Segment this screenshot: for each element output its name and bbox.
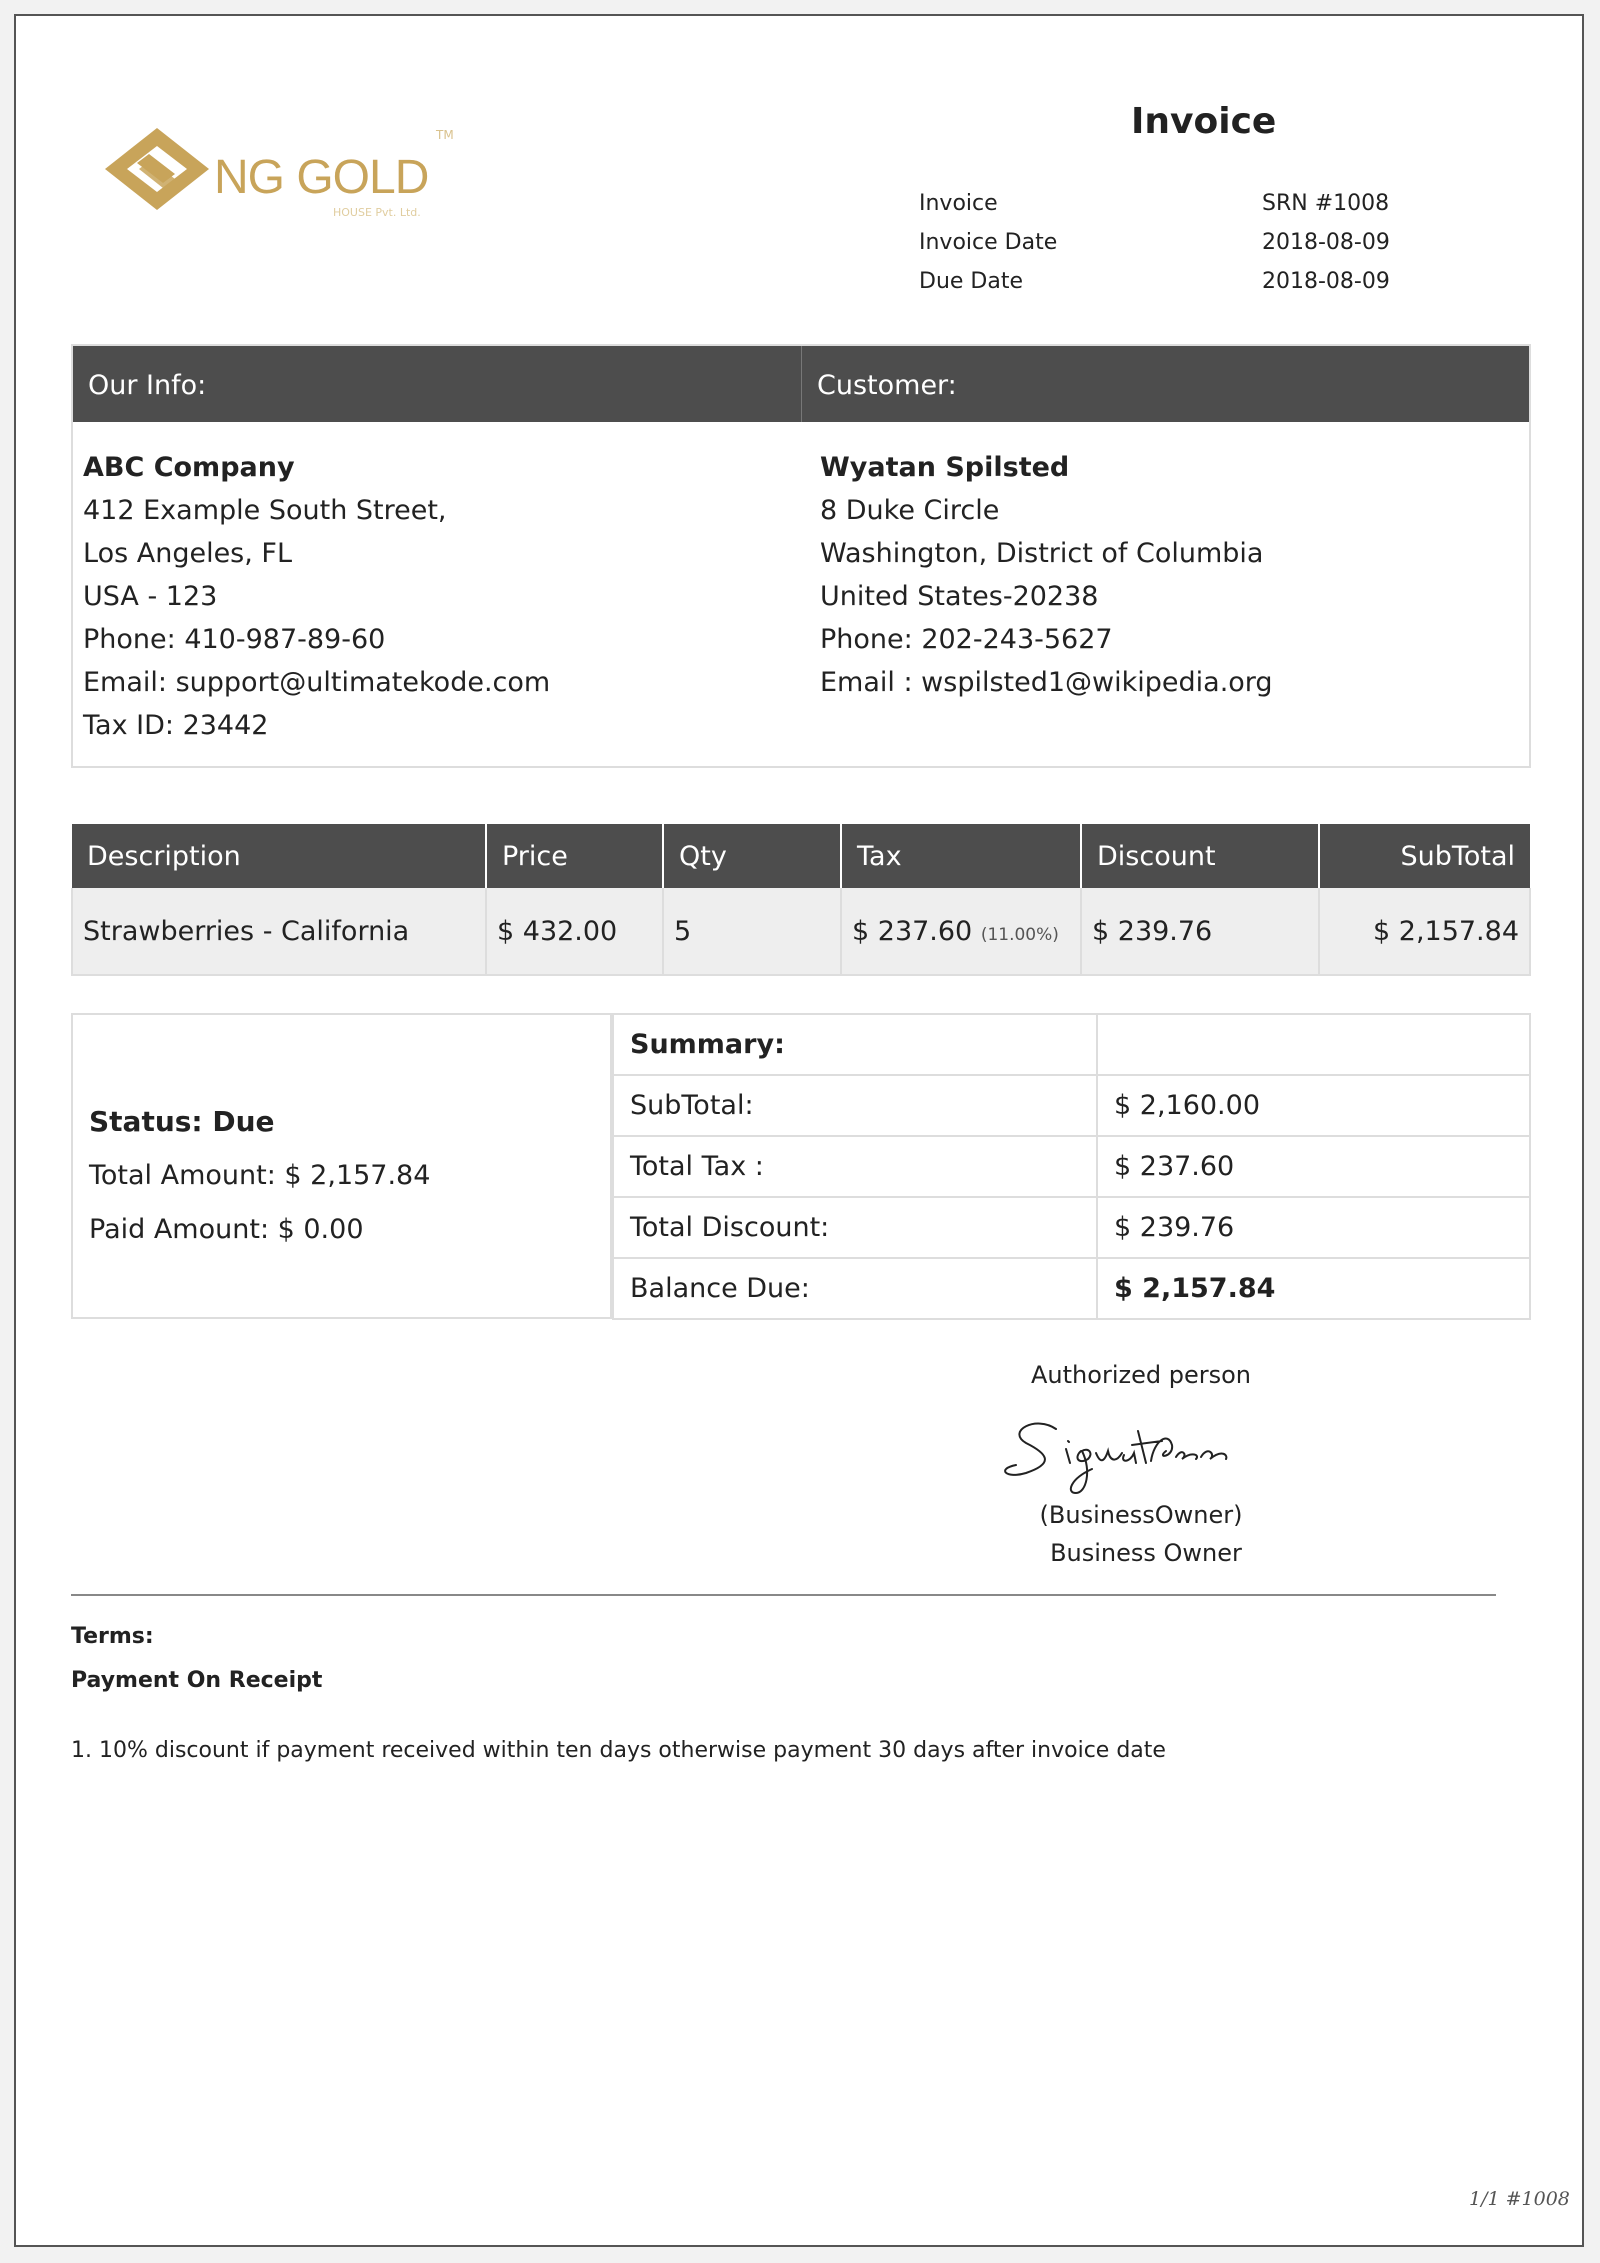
item-qty: 5 [663, 888, 841, 975]
customer-heading: Customer: [801, 346, 1529, 422]
meta-row-due-date [919, 262, 1439, 301]
summary-row [613, 1075, 1530, 1136]
items-table [71, 824, 1531, 976]
our-info-heading: Our Info: [88, 370, 207, 401]
customer-address-line: Washington, District of Columbia [820, 538, 1264, 569]
summary-row [613, 1197, 1530, 1258]
summary-row [613, 1258, 1530, 1319]
summary-title: Summary: [613, 1014, 1097, 1075]
company-phone: Phone: 410-987-89-60 [83, 624, 386, 655]
meta-row-invoice [919, 184, 1439, 223]
table-row [72, 888, 1530, 975]
company-logo [101, 124, 481, 234]
signature-icon [996, 1401, 1296, 1501]
payment-status-box [71, 1013, 612, 1319]
signatory-title: Business Owner [1050, 1539, 1242, 1567]
company-address-line: Los Angeles, FL [83, 538, 292, 569]
document-title: Invoice [1131, 101, 1277, 142]
logo-diamond-icon [101, 124, 213, 214]
summary-label: Balance Due: [613, 1258, 1097, 1319]
customer-email: Email : wspilsted1@wikipedia.org [820, 667, 1273, 698]
company-email: Email: support@ultimatekode.com [83, 667, 551, 698]
balance-due-value: $ 2,157.84 [1097, 1258, 1530, 1319]
item-description: Strawberries - California [72, 888, 486, 975]
company-address-line: USA - 123 [83, 581, 218, 612]
summary-table [612, 1013, 1531, 1320]
item-price: $ 432.00 [486, 888, 663, 975]
signatory-name: (BusinessOwner) [1039, 1501, 1243, 1529]
total-amount: Total Amount: $ 2,157.84 [89, 1160, 431, 1191]
summary-row [613, 1136, 1530, 1197]
summary-header-row [613, 1014, 1530, 1075]
customer-phone: Phone: 202-243-5627 [820, 624, 1113, 655]
summary-value: $ 237.60 [1097, 1136, 1530, 1197]
logo-text: NG GOLD [214, 151, 429, 204]
summary-value: $ 239.76 [1097, 1197, 1530, 1258]
meta-value: SRN #1008 [1262, 191, 1390, 216]
item-tax-percent: (11.00%) [980, 924, 1059, 945]
summary-label: Total Tax : [613, 1136, 1097, 1197]
col-discount: Discount [1081, 824, 1319, 888]
customer-name: Wyatan Spilsted [820, 452, 1070, 483]
company-name: ABC Company [83, 452, 295, 483]
summary-label: SubTotal: [613, 1075, 1097, 1136]
col-price: Price [486, 824, 663, 888]
divider [71, 1594, 1496, 1596]
info-header [73, 346, 1529, 422]
company-tax-id: Tax ID: 23442 [83, 710, 269, 741]
summary-header-empty [1097, 1014, 1530, 1075]
logo-subtitle: HOUSE Pvt. Ltd. [333, 206, 421, 219]
summary-value: $ 2,160.00 [1097, 1075, 1530, 1136]
invoice-meta [919, 184, 1439, 301]
page-number: 1/1 #1008 [1469, 2188, 1570, 2210]
summary-label: Total Discount: [613, 1197, 1097, 1258]
terms-item: 1. 10% discount if payment received within ten days otherwise payment 30 days after invoice date [71, 1738, 1166, 1763]
meta-row-invoice-date [919, 223, 1439, 262]
meta-label: Invoice [919, 191, 998, 216]
col-description: Description [72, 824, 486, 888]
col-tax: Tax [841, 824, 1081, 888]
meta-label: Invoice Date [919, 230, 1058, 255]
signature-image [996, 1401, 1296, 1505]
customer-address-line: United States-20238 [820, 581, 1099, 612]
meta-value: 2018-08-09 [1262, 269, 1390, 294]
logo-trademark: TM [436, 128, 454, 142]
paid-amount: Paid Amount: $ 0.00 [89, 1214, 364, 1245]
customer-address-line: 8 Duke Circle [820, 495, 1000, 526]
terms-title: Terms: [71, 1624, 154, 1649]
customer-info [820, 446, 1273, 704]
our-info [83, 446, 550, 747]
status-title: Status: Due [89, 1105, 275, 1138]
col-qty: Qty [663, 824, 841, 888]
meta-value: 2018-08-09 [1262, 230, 1390, 255]
item-tax-amount: $ 237.60 [852, 915, 973, 947]
company-address-line: 412 Example South Street, [83, 495, 447, 526]
info-section [71, 344, 1531, 768]
meta-label: Due Date [919, 269, 1023, 294]
authorized-person-label: Authorized person [1031, 1361, 1251, 1389]
invoice-page [14, 14, 1584, 2247]
terms-subtitle: Payment On Receipt [71, 1668, 323, 1693]
col-subtotal: SubTotal [1319, 824, 1530, 888]
item-tax [841, 888, 1081, 975]
item-discount: $ 239.76 [1081, 888, 1319, 975]
items-header-row [72, 824, 1530, 888]
item-subtotal: $ 2,157.84 [1319, 888, 1530, 975]
